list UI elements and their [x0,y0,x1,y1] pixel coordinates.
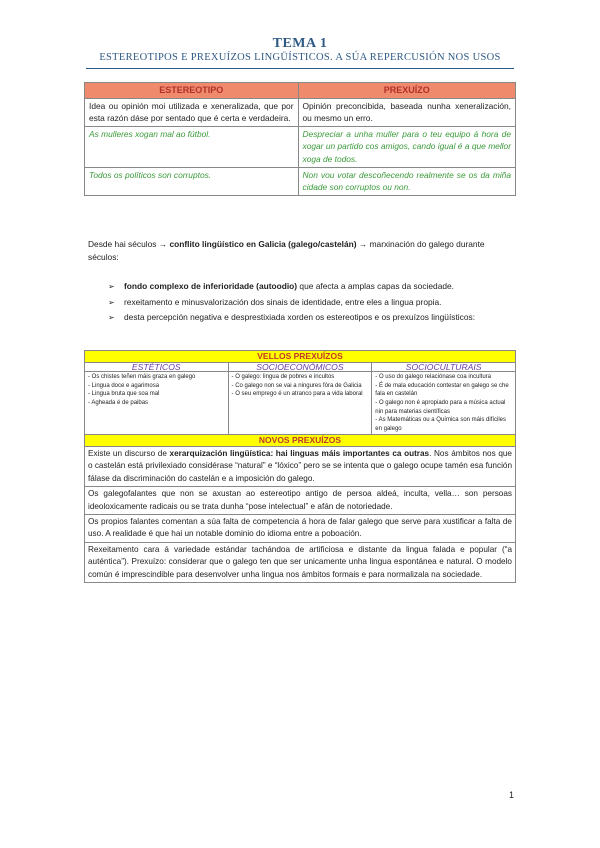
socioeconomicos-list: - O galego: lingua de pobres e incultos - Co galego non se vai a ningures fóra de Galicia - O seu emprego é un atranco para a vida laboral [228,372,372,435]
header-prexuizo: PREXUÍZO [298,83,516,99]
page-subtitle: ESTEREOTIPOS E PREXUÍZOS LINGÜÍSTICOS. A SÚA REPERCUSIÓN NOS USOS [99,52,501,63]
col-socioculturais: SOCIOCULTURAIS [372,362,516,372]
header-estereotipo: ESTEREOTIPO [85,83,299,99]
list-item: ➢ fondo complexo de inferioridade (autoodio) que afecta a amplas capas da sociedade. [108,281,454,291]
col-esteticos: ESTÉTICOS [85,362,229,372]
definition-estereotipo: Idea ou opinión moi utilizada e xeneralizada, que por esta razón dáse por sentado que é certa e verdadeira. [85,98,299,126]
example-prexuizo: Non vou votar descoñecendo realmente se os da miña cidade son corruptos ou non. [298,167,516,195]
title-rule [86,68,514,69]
example-estereotipo: Todos os políticos son corruptos. [85,167,299,195]
esteticos-list: - Os chistes teñen máis graza en galego - Lingua doce e agarimosa - Lingua bruta que soa mal - Agheada é de paibas [85,372,229,435]
arrow-bullet-icon: ➢ [108,313,115,322]
new-prejudice-paragraph: Existe un discurso de xerarquización lingüística: hai linguas máis importantes ca outras. Nos ámbitos nos que o castelán está privilexiado considérase “natural” e “lóxico” pero se se intenta que o galego ocupe tamén esa función fálase da discriminación do castelán e a imposición do galego. [85,446,516,486]
page-number: 1 [508,790,514,800]
new-prejudice-paragraph: Rexeitamento cara á variedade estándar tachándoa de artificiosa e distante da lingua falada e popular (“a auténtica”). Prexuízo: considerar que o galego ten que ser unicamente unha lingua espontánea e natural. O modelo común é imprescindible para desenvolver unha lingua nos ámbitos formais e para normalizala na sociedade. [85,542,516,582]
definition-prexuizo: Opinión preconcibida, baseada nunha xeneralización, ou mesmo un erro. [298,98,516,126]
page-title: TEMA 1 [272,36,328,51]
arrow-bullet-icon: ➢ [108,298,115,307]
new-prejudices-header: NOVOS PREXUÍZOS [85,435,516,447]
arrow-bullet-icon: ➢ [108,282,115,291]
list-item: ➢ rexeitamento e minusvalorización dos sinais de identidade, entre eles a lingua propia. [108,297,442,307]
example-estereotipo: As mulleres xogan mal ao fútbol. [85,126,299,167]
socioculturais-list: - O uso do galego relaciónase coa incultura - É de mala educación contestar en galego se che fala en castelán - O galego non é apropiado para a música actual nin para materias científicas - As Matemáticas ou a Química son máis difíciles en galego [372,372,516,435]
new-prejudice-paragraph: Os galegofalantes que non se axustan ao estereotipo antigo de persoa aldeá, inculta, vella… son persoas ideoloxicamente radicais ou se trata dunha “pose intelectual” e afán de notoriedade. [85,487,516,515]
list-item: ➢ desta percepción negativa e desprestixiada xorden os estereotipos e os prexuízos lingüísticos: [108,312,476,322]
col-socioeconomicos: SOCIOECONÓMICOS [228,362,372,372]
old-prejudices-header: VELLOS PREXUÍZOS [85,351,516,363]
new-prejudice-paragraph: Os propios falantes comentan a súa falta de competencia á hora de falar galego que serve para xustificar a falta de uso. A realidade é que hai un notable dominio do idioma entre a poboación. [85,514,516,542]
example-prexuizo: Despreciar a unha muller para o teu equipo á hora de xogar un partido cos amigos, cando igual é a que mellor xoga de todos. [298,126,516,167]
prejudices-table [84,350,516,583]
stereotype-prejudice-table [84,82,516,196]
intro-paragraph: Desde hai séculos → conflito lingüístico en Galicia (galego/castelán) → marxinación do galego durante séculos: [88,239,485,262]
